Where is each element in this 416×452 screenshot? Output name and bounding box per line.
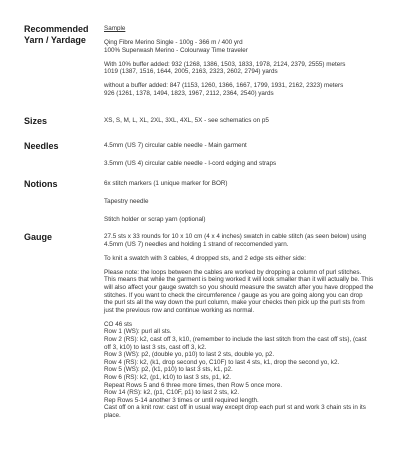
gauge-content [104,233,404,420]
needle-main: 4.5mm (US 7) circular cable needle - Main garment [104,142,247,149]
gauge-note-line4: stitches. If you want to check the circumference / gauge as you are going along you can drop [104,291,363,299]
yarn-label [24,24,89,46]
needles-label: Needles [24,141,59,151]
yarn-label-line2: Yarn / Yardage [24,35,86,45]
instruction-row-2-line1: Row 2 (RS): k2, cast off 3, k10, (remember to include the last stitch from the cast off sts), (cast [104,336,367,344]
gauge-note-line5: the purl sts all the way down the purl column, make your checks then pick up the purl sts from [104,299,365,307]
yarn-label-line1: Recommended [24,24,89,34]
yarn-line-1: Qing Fibre Merino Single - 100g - 366 m / 400 yrd [104,39,243,47]
buffer-10-line-1: With 10% buffer added: 932 (1268, 1386, 1503, 1833, 1978, 2124, 2379, 2555) meters [104,60,346,68]
gauge-note-line2: This means that while the garment is being worked it will look smaller than it will actually be. This [104,276,374,284]
instruction-row-14: Row 14 (RS): k2, (p1, C10F, p1) to last 2 sts, k2. [104,389,240,397]
instruction-row-4: Row 4 (RS): k2, (k1, drop second yo, C10F) to last 4 sts, k1, drop the second yo, k2. [104,358,340,366]
instruction-cast-off-line2: place. [104,411,121,419]
instruction-rep-rows: Rep Rows 5-14 another 3 times or until required length. [104,396,259,404]
gauge-note-line1: Please note: the loops between the cables are worked by dropping a column of purl stitches. [104,268,362,276]
sizes-label: Sizes [24,116,48,126]
sizes-text: XS, S, M, L, XL, 2XL, 3XL, 4XL, 5X - see schematics on p5 [104,117,269,124]
no-buffer-line-1: without a buffer added: 847 (1153, 1260, 1366, 1667, 1799, 1931, 2162, 2323) meters [104,82,344,90]
no-buffer-line-2: 926 (1261, 1378, 1494, 1823, 1967, 2112, 2364, 2540) yards [104,90,274,98]
instruction-row-1: Row 1 (WS): purl all sts. [104,328,172,336]
gauge-para1-line1: 27.5 sts x 33 rounds for 10 x 10 cm (4 x 4 inches) swatch in cable stitch (as seen below) using [104,233,367,240]
needles-content [104,142,404,168]
gauge-note-line3: will also affect your gauge swatch so you should measure the swatch after you have dropped the [104,283,374,291]
gauge-label: Gauge [24,232,53,242]
notion-stitch-markers: 6x stitch markers (1 unique marker for BOR) [104,180,228,187]
gauge-note-line6: just the previous row and continue working as normal. [104,306,255,314]
gauge-swatch-intro: To knit a swatch with 3 cables, 4 dropped sts, and 2 edge sts either side: [104,254,306,262]
buffer-10-line-2: 1019 (1387, 1516, 1644, 2005, 2163, 2323, 2602, 2794) yards [104,68,278,76]
notion-stitch-holder: Stitch holder or scrap yarn (optional) [104,216,206,224]
instruction-cast-on: CO 46 sts [104,320,132,328]
instruction-row-2-line2: off 3, k10) to last 3 sts, cast off 3, k2. [104,343,207,351]
gauge-para1-line2: 4.5mm (US 7) needles and holding 1 strand of reccomended yarn. [104,240,289,248]
needle-icord: 3.5mm (US 4) circular cable needle - I-cord edging and straps [104,160,277,168]
notion-tapestry-needle: Tapestry needle [104,198,149,206]
instruction-repeat: Repeat Rows 5 and 6 three more times, then Row 5 once more. [104,381,283,389]
instruction-row-5: Row 5 (WS): p2, (k1, p10) to last 3 sts, k1, p2. [104,366,233,374]
instruction-cast-off-line1: Cast off on a knit row: cast off in usual way except drop each purl st and work 3 chain sts in its [104,404,366,412]
instruction-row-6: Row 6 (RS): k2, (p1, k10) to last 3 sts, p1, k2. [104,374,232,381]
sample-heading: Sample [104,25,126,32]
instruction-row-3: Row 3 (WS): p2, (double yo, p10) to last 2 sts, double yo, p2. [104,351,275,359]
notions-content [104,180,404,224]
sizes-content [104,117,404,125]
yarn-line-2: 100% Superwash Merino - Colourway Time traveler [104,46,248,54]
notions-label: Notions [24,179,58,189]
yarn-content [104,25,404,98]
